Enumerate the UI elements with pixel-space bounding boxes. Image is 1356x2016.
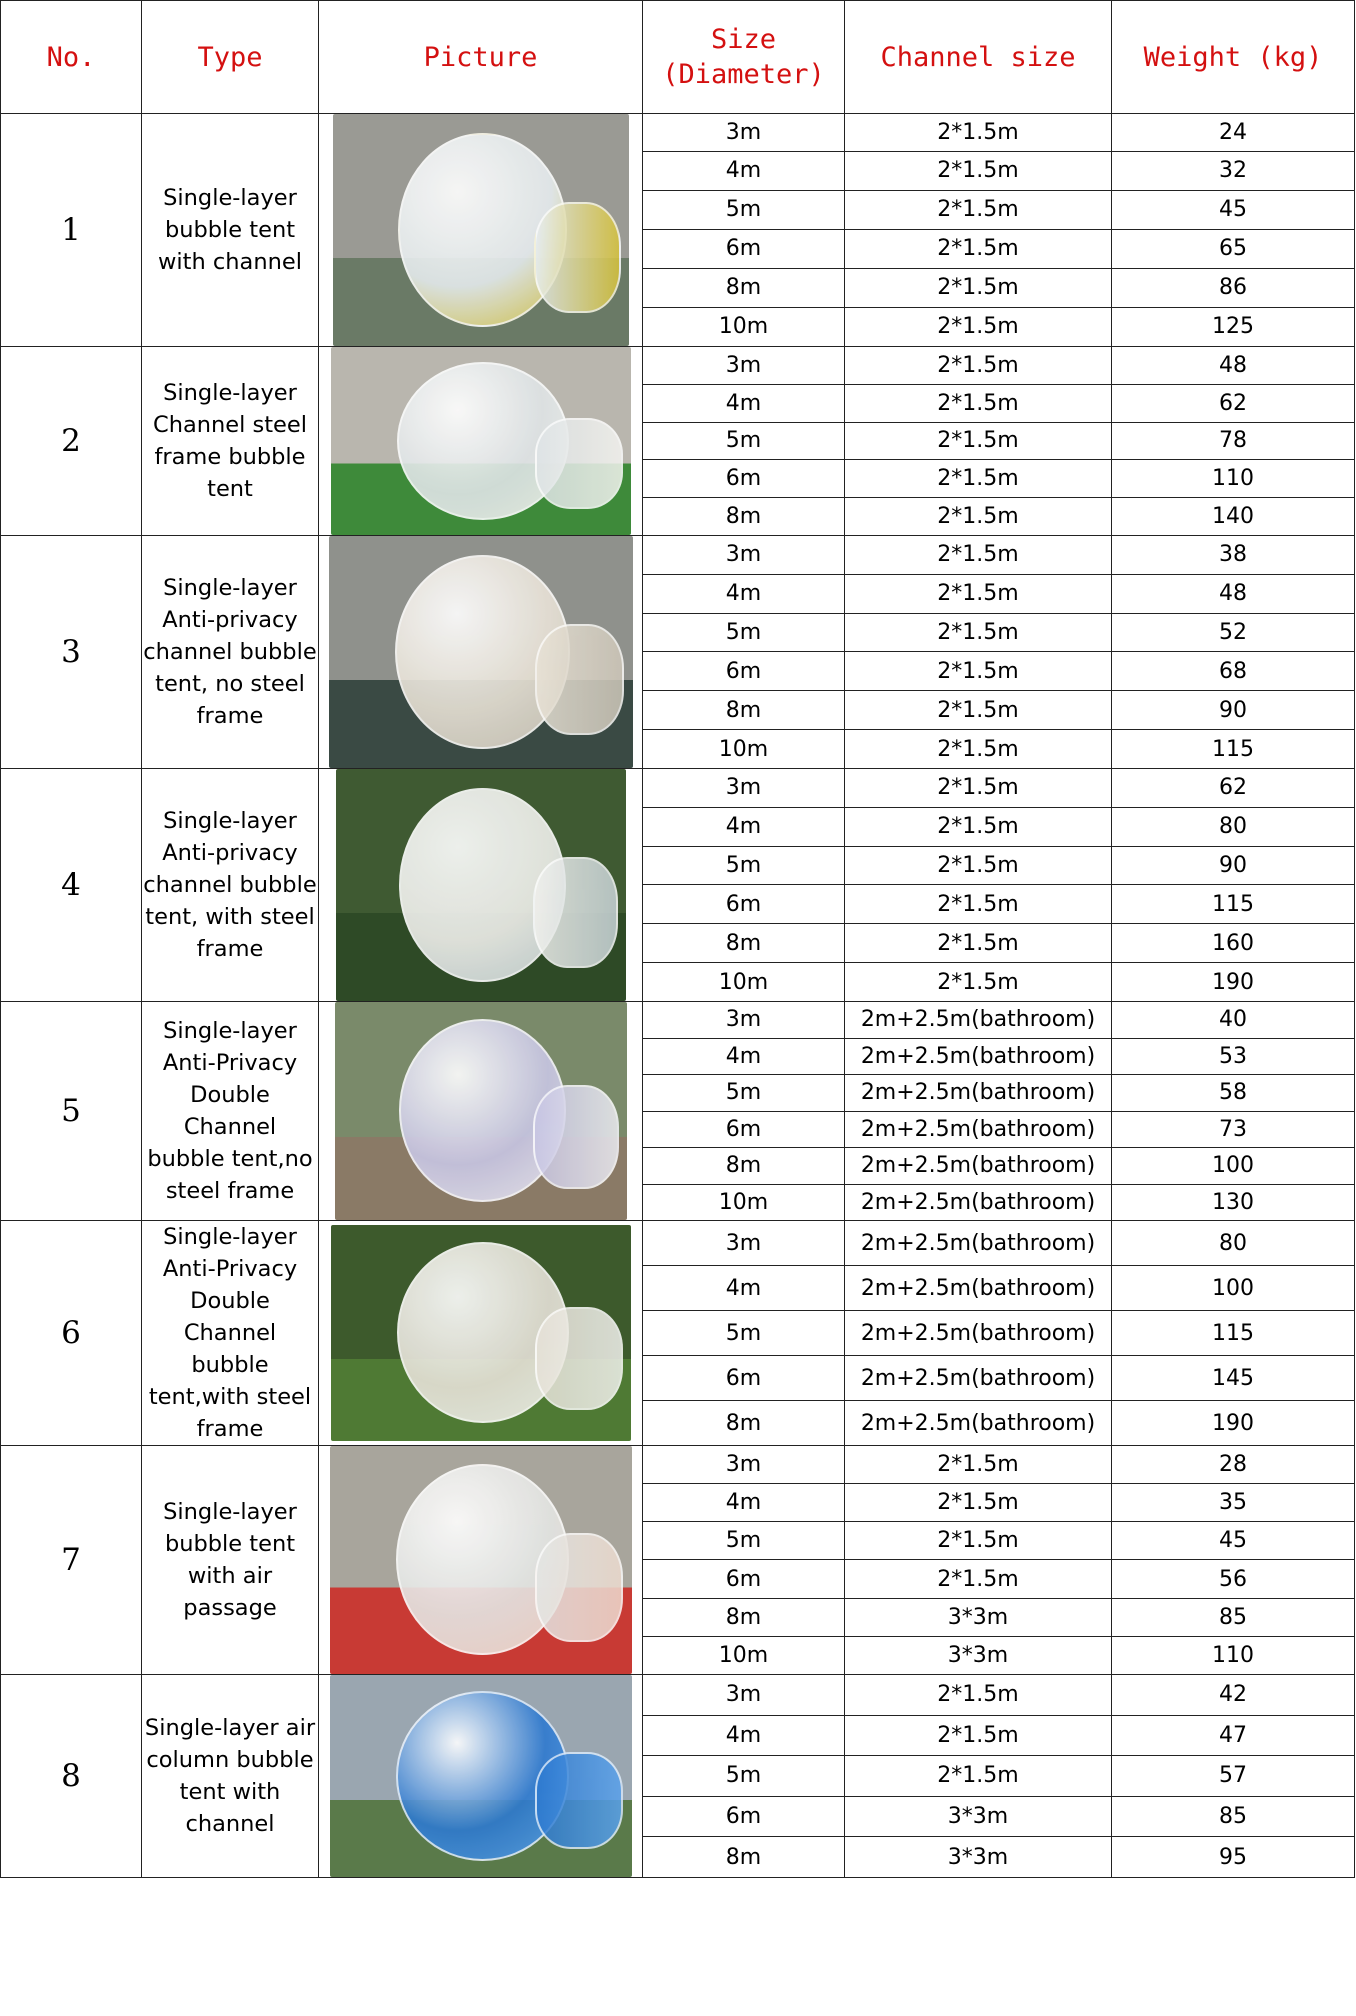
- spec-size: 4m: [643, 1715, 845, 1756]
- spec-channel-size: 2*1.5m: [845, 1446, 1112, 1484]
- spec-channel-size: 2*1.5m: [845, 151, 1112, 190]
- spec-channel-size: 2*1.5m: [845, 229, 1112, 268]
- spec-weight: 32: [1112, 151, 1355, 190]
- spec-channel-size: 2*1.5m: [845, 114, 1112, 152]
- spec-size: 4m: [643, 574, 845, 613]
- spec-size: 3m: [643, 114, 845, 152]
- spec-size: 3m: [643, 1446, 845, 1484]
- clear-bubble-tent-indoor-photo: [333, 114, 629, 346]
- spec-weight: 47: [1112, 1715, 1355, 1756]
- spec-weight: 80: [1112, 1221, 1355, 1266]
- tent-channel-shape: [535, 418, 623, 508]
- spec-size: 6m: [643, 1356, 845, 1401]
- product-number: 6: [1, 1221, 142, 1446]
- spec-size: 5m: [643, 846, 845, 885]
- spec-channel-size: 2*1.5m: [845, 1522, 1112, 1560]
- spec-weight: 48: [1112, 347, 1355, 385]
- half-white-bubble-tent-garden-photo: [336, 769, 626, 1001]
- spec-weight: 100: [1112, 1266, 1355, 1311]
- spec-channel-size: 2*1.5m: [845, 307, 1112, 346]
- spec-size: 3m: [643, 1675, 845, 1716]
- spec-size: 6m: [643, 1111, 845, 1148]
- header-channel: Channel size: [845, 1, 1112, 114]
- spec-channel-size: 2m+2.5m(bathroom): [845, 1148, 1112, 1185]
- spec-weight: 90: [1112, 846, 1355, 885]
- spec-size: 6m: [643, 652, 845, 691]
- spec-size: 10m: [643, 307, 845, 346]
- spec-size: 4m: [643, 151, 845, 190]
- spec-weight: 62: [1112, 769, 1355, 808]
- header-row: [1, 1, 1355, 114]
- product-type: Single-layer Anti-Privacy Double Channel bubble tent,with steel frame: [142, 1221, 319, 1446]
- spec-channel-size: 2*1.5m: [845, 536, 1112, 575]
- product-number: 7: [1, 1446, 142, 1675]
- double-channel-bubble-tent-lawn-photo: [331, 1225, 631, 1441]
- spec-channel-size: 2m+2.5m(bathroom): [845, 1221, 1112, 1266]
- table-body: [1, 114, 1355, 1878]
- product-number: 5: [1, 1002, 142, 1221]
- spec-channel-size: 2*1.5m: [845, 190, 1112, 229]
- spec-channel-size: 2*1.5m: [845, 268, 1112, 307]
- spec-channel-size: 2m+2.5m(bathroom): [845, 1401, 1112, 1446]
- spec-size: 3m: [643, 769, 845, 808]
- spec-channel-size: 2*1.5m: [845, 574, 1112, 613]
- table-row: [1, 536, 1355, 575]
- spec-weight: 48: [1112, 574, 1355, 613]
- spec-channel-size: 2*1.5m: [845, 963, 1112, 1002]
- spec-weight: 73: [1112, 1111, 1355, 1148]
- spec-size: 5m: [643, 1756, 845, 1797]
- spec-size: 5m: [643, 1075, 845, 1112]
- spec-weight: 57: [1112, 1756, 1355, 1797]
- product-picture-cell: [319, 1675, 643, 1878]
- spec-size: 10m: [643, 1636, 845, 1674]
- double-channel-bubble-tent-outdoor-photo: [335, 1002, 627, 1220]
- spec-channel-size: 2m+2.5m(bathroom): [845, 1002, 1112, 1039]
- spec-weight: 110: [1112, 1636, 1355, 1674]
- tent-channel-shape: [534, 202, 621, 313]
- spec-size: 10m: [643, 1184, 845, 1221]
- product-picture-cell: [319, 536, 643, 769]
- spec-channel-size: 2m+2.5m(bathroom): [845, 1038, 1112, 1075]
- spec-channel-size: 2*1.5m: [845, 422, 1112, 460]
- spec-channel-size: 2m+2.5m(bathroom): [845, 1111, 1112, 1148]
- spec-weight: 42: [1112, 1675, 1355, 1716]
- spec-size: 10m: [643, 963, 845, 1002]
- spec-weight: 140: [1112, 498, 1355, 536]
- spec-channel-size: 2*1.5m: [845, 1715, 1112, 1756]
- spec-size: 3m: [643, 1002, 845, 1039]
- spec-weight: 115: [1112, 1311, 1355, 1356]
- header-picture: Picture: [319, 1, 643, 114]
- spec-channel-size: 2m+2.5m(bathroom): [845, 1075, 1112, 1112]
- spec-size: 4m: [643, 384, 845, 422]
- spec-channel-size: 2m+2.5m(bathroom): [845, 1356, 1112, 1401]
- spec-channel-size: 2m+2.5m(bathroom): [845, 1311, 1112, 1356]
- product-type: Single-layer air column bubble tent with channel: [142, 1675, 319, 1878]
- spec-channel-size: 3*3m: [845, 1636, 1112, 1674]
- spec-size: 8m: [643, 691, 845, 730]
- spec-size: 6m: [643, 460, 845, 498]
- spec-channel-size: 2*1.5m: [845, 652, 1112, 691]
- product-picture-cell: [319, 114, 643, 347]
- spec-weight: 115: [1112, 885, 1355, 924]
- header-size: [643, 1, 845, 114]
- spec-channel-size: 2*1.5m: [845, 1484, 1112, 1522]
- product-number: 4: [1, 769, 142, 1002]
- spec-weight: 45: [1112, 190, 1355, 229]
- tent-channel-shape: [535, 624, 624, 735]
- spec-size: 3m: [643, 347, 845, 385]
- spec-size: 6m: [643, 229, 845, 268]
- product-picture-cell: [319, 1446, 643, 1675]
- table-row: [1, 1675, 1355, 1716]
- spec-weight: 110: [1112, 460, 1355, 498]
- spec-channel-size: 3*3m: [845, 1598, 1112, 1636]
- spec-channel-size: 2m+2.5m(bathroom): [845, 1266, 1112, 1311]
- spec-channel-size: 2*1.5m: [845, 691, 1112, 730]
- spec-weight: 190: [1112, 963, 1355, 1002]
- spec-weight: 85: [1112, 1796, 1355, 1837]
- spec-channel-size: 2m+2.5m(bathroom): [845, 1184, 1112, 1221]
- spec-weight: 160: [1112, 924, 1355, 963]
- table-row: [1, 1002, 1355, 1039]
- header-size-label: Size (Diameter): [662, 24, 825, 90]
- spec-channel-size: 2*1.5m: [845, 769, 1112, 808]
- spec-channel-size: 2*1.5m: [845, 1675, 1112, 1716]
- spec-channel-size: 2*1.5m: [845, 384, 1112, 422]
- spec-size: 5m: [643, 1522, 845, 1560]
- spec-weight: 45: [1112, 1522, 1355, 1560]
- spec-weight: 53: [1112, 1038, 1355, 1075]
- spec-channel-size: 2*1.5m: [845, 1756, 1112, 1797]
- product-type: Single-layer bubble tent with channel: [142, 114, 319, 347]
- spec-size: 8m: [643, 1837, 845, 1878]
- product-picture-cell: [319, 1002, 643, 1221]
- spec-size: 3m: [643, 1221, 845, 1266]
- spec-weight: 62: [1112, 384, 1355, 422]
- spec-size: 8m: [643, 1401, 845, 1446]
- spec-size: 8m: [643, 1598, 845, 1636]
- spec-weight: 125: [1112, 307, 1355, 346]
- spec-channel-size: 2*1.5m: [845, 347, 1112, 385]
- tent-channel-shape: [533, 857, 618, 968]
- spec-size: 5m: [643, 190, 845, 229]
- spec-size: 4m: [643, 1484, 845, 1522]
- tent-channel-shape: [535, 1752, 624, 1849]
- spec-size: 8m: [643, 268, 845, 307]
- spec-size: 5m: [643, 422, 845, 460]
- spec-weight: 130: [1112, 1184, 1355, 1221]
- spec-size: 4m: [643, 1266, 845, 1311]
- product-number: 8: [1, 1675, 142, 1878]
- white-bubble-tent-warehouse-photo: [329, 536, 633, 768]
- spec-size: 6m: [643, 1796, 845, 1837]
- header-no: No.: [1, 1, 142, 114]
- spec-weight: 68: [1112, 652, 1355, 691]
- spec-weight: 145: [1112, 1356, 1355, 1401]
- spec-weight: 78: [1112, 422, 1355, 460]
- spec-channel-size: 2*1.5m: [845, 807, 1112, 846]
- spec-weight: 28: [1112, 1446, 1355, 1484]
- table-row: [1, 1221, 1355, 1266]
- clear-bubble-tent-air-passage-photo: [330, 1446, 632, 1674]
- spec-weight: 65: [1112, 229, 1355, 268]
- spec-channel-size: 2*1.5m: [845, 460, 1112, 498]
- blue-air-column-bubble-tent-photo: [330, 1675, 632, 1877]
- product-number: 1: [1, 114, 142, 347]
- product-type: Single-layer Channel steel frame bubble tent: [142, 347, 319, 536]
- header-type: Type: [142, 1, 319, 114]
- spec-size: 6m: [643, 1560, 845, 1598]
- spec-weight: 90: [1112, 691, 1355, 730]
- clear-bubble-tent-steel-frame-photo: [331, 347, 631, 535]
- spec-size: 8m: [643, 1148, 845, 1185]
- spec-channel-size: 2*1.5m: [845, 498, 1112, 536]
- spec-weight: 100: [1112, 1148, 1355, 1185]
- spec-size: 4m: [643, 1038, 845, 1075]
- spec-channel-size: 2*1.5m: [845, 1560, 1112, 1598]
- spec-weight: 35: [1112, 1484, 1355, 1522]
- product-picture-cell: [319, 769, 643, 1002]
- product-number: 2: [1, 347, 142, 536]
- product-type: Single-layer Anti-Privacy Double Channel bubble tent,no steel frame: [142, 1002, 319, 1221]
- spec-weight: 115: [1112, 730, 1355, 769]
- spec-weight: 24: [1112, 114, 1355, 152]
- product-number: 3: [1, 536, 142, 769]
- spec-size: 5m: [643, 613, 845, 652]
- spec-channel-size: 3*3m: [845, 1837, 1112, 1878]
- spec-size: 3m: [643, 536, 845, 575]
- spec-weight: 80: [1112, 807, 1355, 846]
- table-row: [1, 347, 1355, 385]
- spec-weight: 40: [1112, 1002, 1355, 1039]
- product-picture-cell: [319, 347, 643, 536]
- table-row: [1, 1446, 1355, 1484]
- product-type: Single-layer Anti-privacy channel bubble tent, no steel frame: [142, 536, 319, 769]
- spec-channel-size: 3*3m: [845, 1796, 1112, 1837]
- spec-channel-size: 2*1.5m: [845, 924, 1112, 963]
- tent-channel-shape: [533, 1085, 619, 1189]
- header-weight: Weight (kg): [1112, 1, 1355, 114]
- spec-weight: 58: [1112, 1075, 1355, 1112]
- tent-channel-shape: [535, 1307, 623, 1410]
- spec-size: 4m: [643, 807, 845, 846]
- spec-size: 5m: [643, 1311, 845, 1356]
- table-row: [1, 114, 1355, 152]
- spec-channel-size: 2*1.5m: [845, 613, 1112, 652]
- spec-size: 8m: [643, 498, 845, 536]
- product-type: Single-layer bubble tent with air passage: [142, 1446, 319, 1675]
- spec-size: 8m: [643, 924, 845, 963]
- spec-channel-size: 2*1.5m: [845, 885, 1112, 924]
- spec-weight: 38: [1112, 536, 1355, 575]
- tent-channel-shape: [535, 1533, 624, 1642]
- spec-channel-size: 2*1.5m: [845, 730, 1112, 769]
- spec-size: 6m: [643, 885, 845, 924]
- product-picture-cell: [319, 1221, 643, 1446]
- spec-channel-size: 2*1.5m: [845, 846, 1112, 885]
- spec-weight: 86: [1112, 268, 1355, 307]
- product-type: Single-layer Anti-privacy channel bubble tent, with steel frame: [142, 769, 319, 1002]
- spec-weight: 52: [1112, 613, 1355, 652]
- table-row: [1, 769, 1355, 808]
- spec-size: 10m: [643, 730, 845, 769]
- spec-weight: 95: [1112, 1837, 1355, 1878]
- spec-weight: 56: [1112, 1560, 1355, 1598]
- spec-weight: 85: [1112, 1598, 1355, 1636]
- spec-weight: 190: [1112, 1401, 1355, 1446]
